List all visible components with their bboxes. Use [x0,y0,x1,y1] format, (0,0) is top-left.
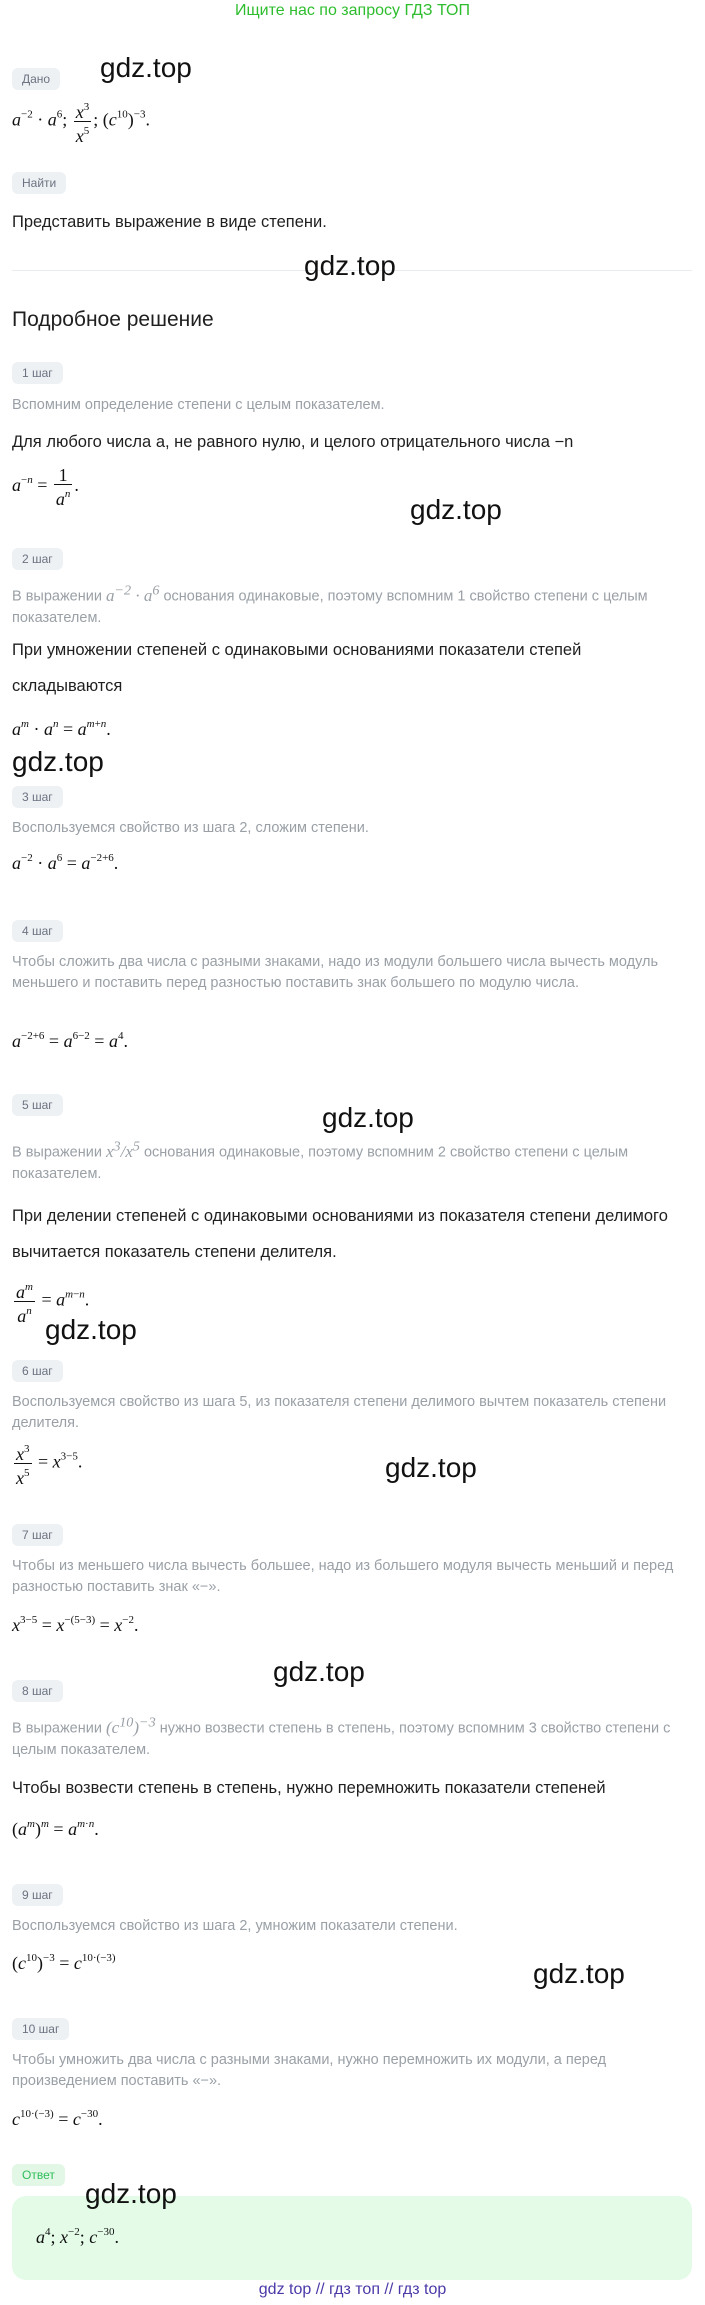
watermark: gdz.top [100,52,192,83]
step-label: 2 шаг [12,548,63,570]
step-formula: $\frac{a^m}{a^n}$ = $a^{m-n}$. [12,1278,89,1325]
watermark: gdz.top [12,746,104,777]
step-formula: $x^{3-5} = x^{-(5-3)} = x^{-2}$. [12,1614,139,1635]
find-label: Найти [12,172,66,194]
inline-formula: $(c^{10})^{-3}$ [105,1714,156,1737]
step-label: 8 шаг [12,1680,63,1702]
watermark: gdz.top [85,2178,177,2209]
step-hint: Вспомним определение степени с целым показателем. [12,397,385,413]
answer-label: Ответ [12,2164,65,2186]
step-rule: Для любого числа a, не равного нулю, и целого отрицательного числа −n [12,433,574,451]
step-formula: $a^{-2+6} = a^{6-2} = a^4$. [12,1030,128,1051]
step-label: 10 шаг [12,2018,69,2040]
solution-title: Подробное решение [12,308,214,331]
watermark: gdz.top [533,1958,625,1989]
hint-text: В выражении [12,1144,102,1161]
step-rule: При делении степеней с одинаковыми основаниями из показателя степени делимого вычитается показатель степени делителя. [12,1207,668,1261]
given-label: Дано [12,68,60,90]
step-hint: Чтобы из меньшего числа вычесть большее, надо из большего модуля вычесть меньший и перед разностью поставить знак «−». [12,1558,674,1595]
step-hint: Чтобы сложить два числа с разными знаками, надо из модули большего числа вычесть модуль меньшего и поставить перед разностью поставить знак большего по модулю числа. [12,954,659,991]
step-label: 9 шаг [12,1884,63,1906]
given-expression: $a^{-2} \cdot a^6$; $\frac{x^3}{x^5}$ ; $(c^{10})^{-3}$. [12,98,150,145]
top-banner: Ищите нас по запросу ГДЗ ТОП [235,2,470,19]
step-label: 7 шаг [12,1524,63,1546]
step-label: 3 шаг [12,786,63,808]
step-label: 1 шаг [12,362,63,384]
watermark: gdz.top [410,494,502,525]
answer-expression: $a^4$; $x^{-2}$; $c^{-30}$. [36,2226,119,2247]
step-hint: Воспользуемся свойство из шага 5, из показателя степени делимого вычтем показатель степени делителя. [12,1394,667,1431]
hint-text: В выражении [12,588,102,605]
step-hint: Воспользуемся свойство из шага 2, умножим показатели степени. [12,1918,458,1934]
hint-text: основания одинаковые, поэтому вспомним 2 свойство степени с целым показателем. [12,1144,629,1182]
watermark: gdz.top [273,1656,365,1687]
watermark: gdz.top [385,1452,477,1483]
step-label: 6 шаг [12,1360,63,1382]
step-hint: Воспользуемся свойство из шага 2, сложим степени. [12,820,369,836]
step-hint [12,1712,692,1761]
find-task: Представить выражение в виде степени. [12,213,327,231]
step-rule: При умножении степеней с одинаковыми основаниями показатели степей складываются [12,641,582,695]
step-formula: $a^{-2} \cdot a^6 = a^{-2+6}$. [12,852,119,873]
inline-formula: $x^3/x^5$ [105,1138,140,1161]
step-rule: Чтобы возвести степень в степень, нужно перемножить показатели степеней [12,1779,606,1797]
step-hint: Чтобы умножить два числа с разными знаками, нужно перемножить их модули, а перед произведением поставить «−». [12,2052,607,2089]
watermark: gdz.top [45,1314,137,1345]
footer-links[interactable]: gdz top // гдз топ // гдз top [258,2281,447,2298]
hint-text: нужно возвести степень в степень, поэтому вспомним 3 свойство степени с целым показателем. [12,1720,671,1758]
hint-text: основания одинаковые, поэтому вспомним 1 свойство степени с целым показателем. [12,588,648,626]
step-formula: $a^{-n}$ = $\frac{1}{a^n}$ . [12,465,79,509]
step-hint [12,1136,692,1185]
hint-text: В выражении [12,1720,102,1737]
watermark: gdz.top [304,250,396,281]
step-label: 4 шаг [12,920,63,942]
step-formula: $\frac{x^3}{x^5}$ = $x^{3-5}$. [12,1440,82,1487]
inline-formula: $a^{-2} \cdot a^6$ [105,582,160,605]
step-formula: $(c^{10})^{-3} = c^{10\cdot(-3)}$ [12,1952,116,1973]
step-label: 5 шаг [12,1094,63,1116]
watermark: gdz.top [322,1102,414,1133]
step-formula: $a^m \cdot a^n = a^{m+n}$. [12,718,111,739]
step-formula: $c^{10\cdot(-3)} = c^{-30}$. [12,2108,103,2129]
step-hint [12,580,692,629]
step-formula: $(a^m)^m = a^{m\cdot n}$. [12,1818,99,1839]
